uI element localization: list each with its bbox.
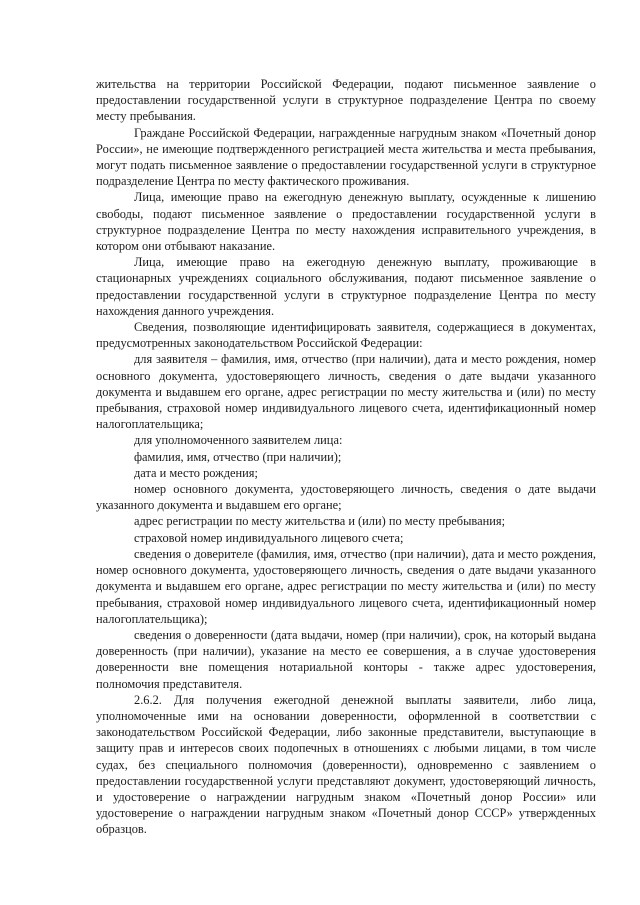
paragraph-2: Граждане Российской Федерации, награжденные нагрудным знаком «Почетный донор России», не имеющие подтвержденного регистрацией места жительства и места пребывания, могут подать письменное заявление о предоставлении государственной услуги в структурное подразделение Центра по месту фактического проживания. [96,125,596,189]
paragraph-4: Лица, имеющие право на ежегодную денежную выплату, проживающие в стационарных учреждениях социального обслуживания, подают письменное заявление о предоставлении государственной услуги в структурное подразделение Центра по месту нахождения данного учреждения. [96,255,596,318]
paragraph-1: жительства на территории Российской Федерации, подают письменное заявление о предоставлении государственной услуги в структурное подразделение Центра по своему месту пребывания. [96,77,596,124]
document-page [96,76,596,838]
paragraph-12: страховой номер индивидуального лицевого счета; [134,530,404,545]
paragraph-7: для уполномоченного заявителем лица: [134,433,343,448]
paragraph-6: для заявителя – фамилия, имя, отчество (при наличии), дата и место рождения, номер основного документа, удостоверяющего личность, сведения о дате выдачи указанного документа и выдавшем его органе, адрес регистрации по месту жительства и (или) по месту пребывания, страховой номер индивидуального лицевого счета, идентификационный номер налогоплательщика; [96,352,596,432]
paragraph-3: Лица, имеющие право на ежегодную денежную выплату, осужденные к лишению свободы, подают письменное заявление о предоставлении государственной услуги в структурное подразделение Центра по месту нахождения исправительного учреждения, в котором они отбывают наказание. [96,190,596,254]
paragraph-10: номер основного документа, удостоверяющего личность, сведения о дате выдачи указанного документа и выдавшем его органе; [96,482,596,513]
paragraph-9: дата и место рождения; [134,465,258,480]
paragraph-15: 2.6.2. Для получения ежегодной денежной выплаты заявители, либо лица, уполномоченные ими на основании доверенности, оформленной в соответствии с законодательством Российской Федерации, либо законные представители, выступающие в защиту прав и интересов своих подопечных в отношениях с любыми лицами, в том числе судах, без специального полномочия (доверенности), одновременно с заявлением о предоставлении государственной услуги представляют документ, удостоверяющий личность, и удостоверение о награждении нагрудным знаком «Почетный донор России» или удостоверение о награждении нагрудным знаком «Почетный донор СССР» утвержденных образцов. [96,692,596,837]
paragraph-13: сведения о доверителе (фамилия, имя, отчество (при наличии), дата и место рождения, номер основного документа, удостоверяющего личность, сведения о дате выдачи указанного документа и выдавшем его органе, адрес регистрации по месту жительства и (или) по месту пребывания, страховой номер индивидуального лицевого счета, идентификационный номер налогоплательщика); [96,546,596,626]
paragraph-11: адрес регистрации по месту жительства и (или) по месту пребывания; [134,514,506,529]
paragraph-8: фамилия, имя, отчество (при наличии); [134,449,342,464]
paragraph-14: сведения о доверенности (дата выдачи, номер (при наличии), срок, на который выдана доверенность (при наличии), указание на место ее совершения, а в случае удостоверения доверенности вне помещения нотариальной конторы - также адрес удостоверения, полномочия представителя. [96,627,596,691]
paragraph-5: Сведения, позволяющие идентифицировать заявителя, содержащиеся в документах, предусмотренных законодательством Российской Федерации: [96,320,596,351]
